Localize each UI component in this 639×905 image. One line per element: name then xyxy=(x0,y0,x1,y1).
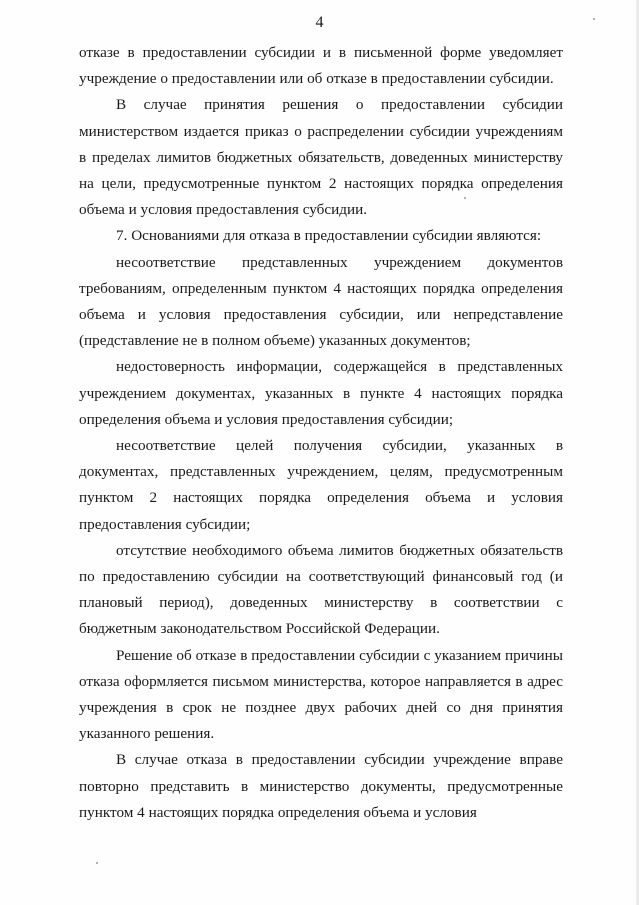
paragraph-ground-budget-limits: отсутствие необходимого объема лимитов бюджетных обязательств по предоставлению субсидии на соответствующий финансовый год (и плановый период), доведенных министерству в соответствии с бюджетным законодательством Российской Федерации. xyxy=(79,541,563,638)
paragraph-ground-nonconformity: несоответствие представленных учреждением документов требованиям, определенным пунктом 4 настоящих порядка определения объема и условия предоставления субсидии, или непредставление (представление не в полном объеме) указанных документов; xyxy=(79,253,563,350)
paragraph-ground-goals-mismatch: несоответствие целей получения субсидии, указанных в документах, представленных учреждением, целям, предусмотренным пунктом 2 настоящих порядка определения объема и условия предоставления субсидии; xyxy=(79,437,563,533)
document-body xyxy=(79,40,563,826)
paragraph-subsidy-order: В случае принятия решения о предоставлении субсидии министерством издается приказ о распределении субсидии учреждениям в пределах лимитов бюджетных обязательств, доведенных министерству на цели, предусмотренные пунктом 2 настоящих порядка определения объема и условия предоставления субсидии. xyxy=(79,96,563,219)
page-number: 4 xyxy=(315,14,324,31)
paragraph-refusal-decision: Решение об отказе в предоставлении субсидии с указанием причины отказа оформляется письмом министерства, которое направляется в адрес учреждения в срок не позднее двух рабочих дней со дня принятия указанного решения. xyxy=(79,646,563,743)
paragraph-continuation: отказе в предоставлении субсидии и в письменной форме уведомляет учреждение о предоставлении или об отказе в предоставлении субсидии. xyxy=(79,44,563,88)
paragraph-ground-inaccuracy: недостоверность информации, содержащейся в представленных учреждением документах, указанных в пункте 4 настоящих порядка определения объема и условия предоставления субсидии; xyxy=(79,358,563,428)
paragraph-resubmission: В случае отказа в предоставлении субсидии учреждение вправе повторно представить в министерство документы, предусмотренные пунктом 4 настоящих порядка определения объема и условия xyxy=(79,751,563,821)
paragraph-refusal-grounds-heading: 7. Основаниями для отказа в предоставлении субсидии являются: xyxy=(116,227,542,245)
scan-speck xyxy=(96,862,98,864)
